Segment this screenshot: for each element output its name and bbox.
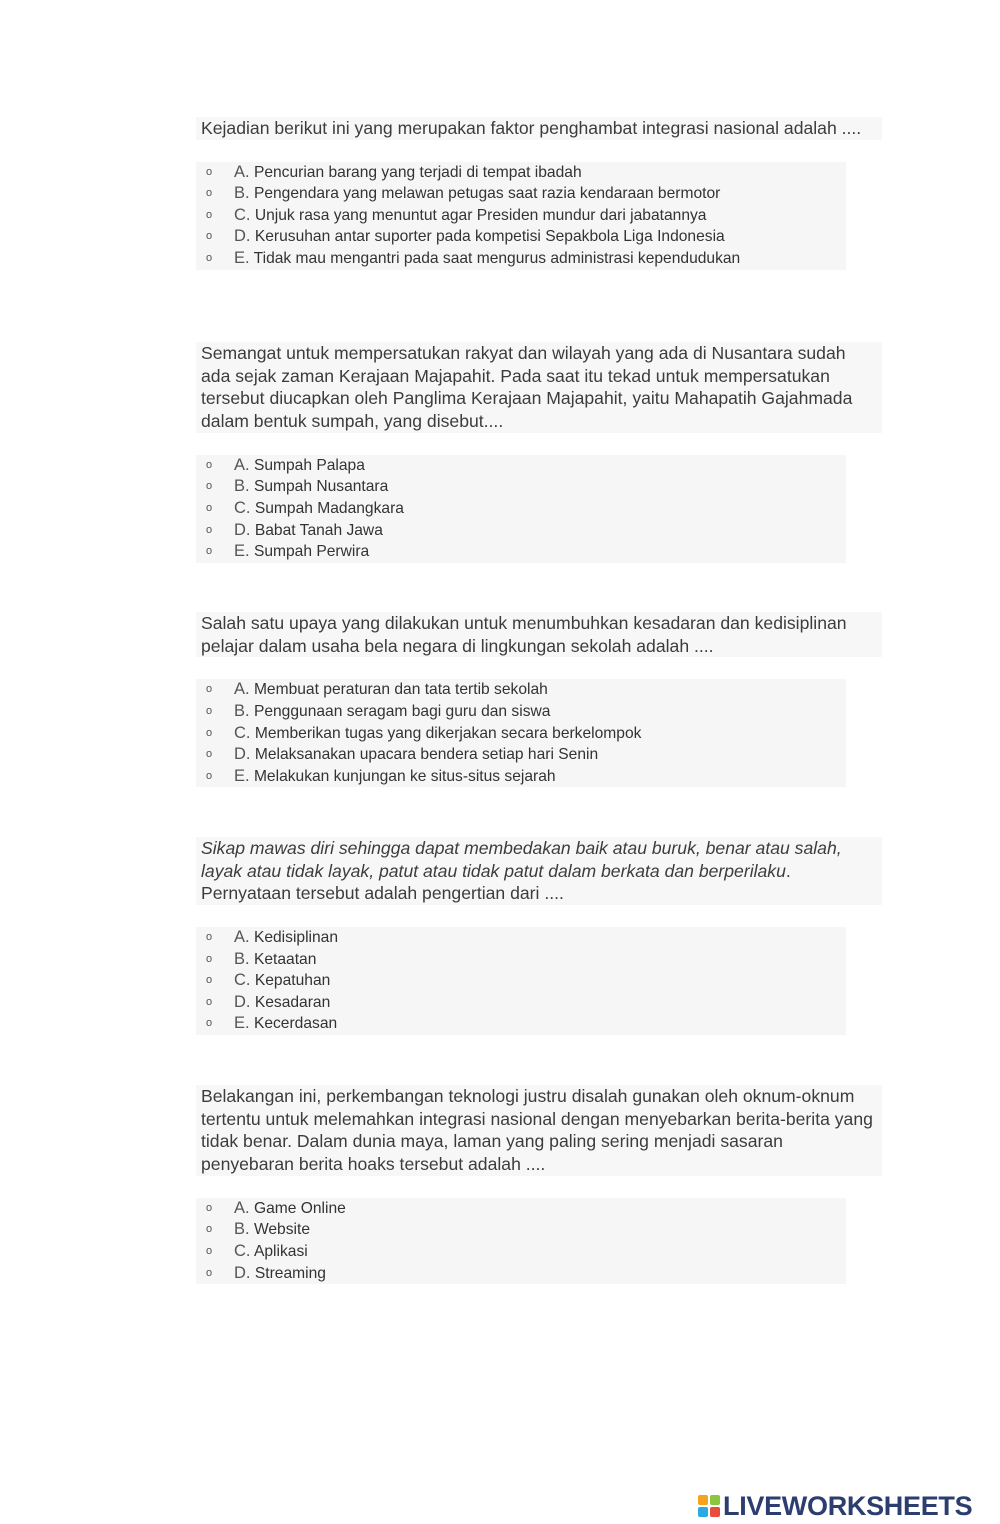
question-text: Salah satu upaya yang dilakukan untuk menumbuhkan kesadaran dan kedisiplinan pelajar dalam usaha bela negara di lingkungan sekolah adalah .... — [196, 612, 882, 657]
radio-bullet-icon[interactable]: o — [206, 769, 213, 782]
option-list — [196, 455, 846, 563]
option-d[interactable]: o D. Babat Tanah Jawa — [196, 520, 846, 542]
option-b[interactable]: o B. Penggunaan seragam bagi guru dan siswa — [196, 701, 846, 723]
option-b[interactable]: o B. Ketaatan — [196, 949, 846, 971]
option-c[interactable]: o C. Memberikan tugas yang dikerjakan secara berkelompok — [196, 723, 846, 745]
option-list — [196, 679, 846, 787]
radio-bullet-icon[interactable]: o — [206, 952, 213, 965]
option-c[interactable]: o C. Aplikasi — [196, 1241, 846, 1263]
radio-bullet-icon[interactable]: o — [206, 1201, 213, 1214]
option-d[interactable]: o D. Melaksanakan upacara bendera setiap hari Senin — [196, 744, 846, 766]
question-3 — [196, 612, 882, 787]
radio-bullet-icon[interactable]: o — [206, 252, 213, 265]
question-5 — [196, 1085, 882, 1284]
option-d[interactable]: o D. Streaming — [196, 1263, 846, 1285]
question-text-italic: Sikap mawas diri sehingga dapat membedakan baik atau buruk, benar atau salah, layak atau tidak layak, patut atau tidak patut dalam berkata dan berperilaku — [201, 838, 842, 881]
radio-bullet-icon[interactable]: o — [206, 208, 213, 221]
question-text: Belakangan ini, perkembangan teknologi justru disalah gunakan oleh oknum-oknum tertentu untuk melemahkan integrasi nasional dengan menyebarkan berita-berita yang tidak benar. Dalam dunia maya, laman yang paling sering menjadi sasaran penyebaran berita hoaks tersebut adalah .... — [196, 1085, 882, 1176]
option-c[interactable]: o C. Unjuk rasa yang menuntut agar Presiden mundur dari jabatannya — [196, 205, 846, 227]
logo-text: LIVEWORKSHEETS — [723, 1490, 973, 1521]
option-d[interactable]: o D. Kesadaran — [196, 992, 846, 1014]
option-e[interactable]: o E. Kecerdasan — [196, 1013, 846, 1035]
radio-bullet-icon[interactable]: o — [206, 187, 213, 200]
question-text — [196, 837, 882, 905]
radio-bullet-icon[interactable]: o — [206, 1245, 213, 1257]
question-text-rest: . Pernyataan tersebut adalah pengertian dari .... — [201, 860, 791, 904]
question-1 — [196, 117, 882, 270]
liveworksheets-logo — [698, 1491, 972, 1521]
logo-square-3 — [698, 1507, 708, 1517]
option-b[interactable]: o B. Pengendara yang melawan petugas saat razia kendaraan bermotor — [196, 183, 846, 205]
option-a[interactable]: o A. Kedisiplinan — [196, 927, 846, 949]
option-c[interactable]: o C. Kepatuhan — [196, 970, 846, 992]
option-b[interactable]: o B. Website — [196, 1219, 846, 1241]
option-list — [196, 927, 846, 1035]
logo-square-4 — [710, 1507, 720, 1517]
option-d[interactable]: o D. Kerusuhan antar suporter pada kompetisi Sepakbola Liga Indonesia — [196, 226, 846, 248]
radio-bullet-icon[interactable]: o — [206, 974, 213, 987]
question-4 — [196, 837, 882, 1035]
radio-bullet-icon[interactable]: o — [206, 683, 213, 696]
option-list — [196, 162, 846, 270]
liveworksheets-logo-icon — [698, 1495, 720, 1517]
radio-bullet-icon[interactable]: o — [206, 705, 213, 717]
option-e[interactable]: o E. Tidak mau mengantri pada saat mengurus administrasi kependudukan — [196, 248, 846, 270]
radio-bullet-icon[interactable]: o — [206, 523, 213, 536]
radio-bullet-icon[interactable]: o — [206, 726, 213, 739]
option-a[interactable]: o A. Game Online — [196, 1198, 846, 1220]
radio-bullet-icon[interactable]: o — [206, 1223, 213, 1236]
radio-bullet-icon[interactable]: o — [206, 1017, 213, 1030]
option-a[interactable]: o A. Pencurian barang yang terjadi di tempat ibadah — [196, 162, 846, 184]
logo-square-1 — [698, 1495, 708, 1505]
logo-square-2 — [710, 1495, 720, 1505]
question-2 — [196, 342, 882, 563]
radio-bullet-icon[interactable]: o — [206, 165, 213, 178]
option-a[interactable]: o A. Membuat peraturan dan tata tertib sekolah — [196, 679, 846, 701]
option-e[interactable]: o E. Sumpah Perwira — [196, 541, 846, 563]
option-e[interactable]: o E. Melakukan kunjungan ke situs-situs sejarah — [196, 766, 846, 788]
radio-bullet-icon[interactable]: o — [206, 748, 213, 761]
option-a[interactable]: o A. Sumpah Palapa — [196, 455, 846, 477]
radio-bullet-icon[interactable]: o — [206, 931, 213, 944]
radio-bullet-icon[interactable]: o — [206, 502, 213, 514]
radio-bullet-icon[interactable]: o — [206, 458, 213, 471]
option-b[interactable]: o B. Sumpah Nusantara — [196, 476, 846, 498]
question-text: Semangat untuk mempersatukan rakyat dan wilayah yang ada di Nusantara sudah ada sejak zaman Kerajaan Majapahit. Pada saat itu tekad untuk mempersatukan tersebut diucapkan oleh Panglima Kerajaan Majapahit, yaitu Mahapatih Gajahmada dalam bentuk sumpah, yang disebut.... — [196, 342, 882, 433]
radio-bullet-icon[interactable]: o — [206, 1266, 213, 1279]
radio-bullet-icon[interactable]: o — [206, 995, 213, 1008]
option-list — [196, 1198, 846, 1284]
radio-bullet-icon[interactable]: o — [206, 230, 213, 243]
question-text: Kejadian berikut ini yang merupakan faktor penghambat integrasi nasional adalah .... — [196, 117, 882, 140]
radio-bullet-icon[interactable]: o — [206, 480, 213, 493]
radio-bullet-icon[interactable]: o — [206, 545, 213, 558]
option-c[interactable]: o C. Sumpah Madangkara — [196, 498, 846, 520]
